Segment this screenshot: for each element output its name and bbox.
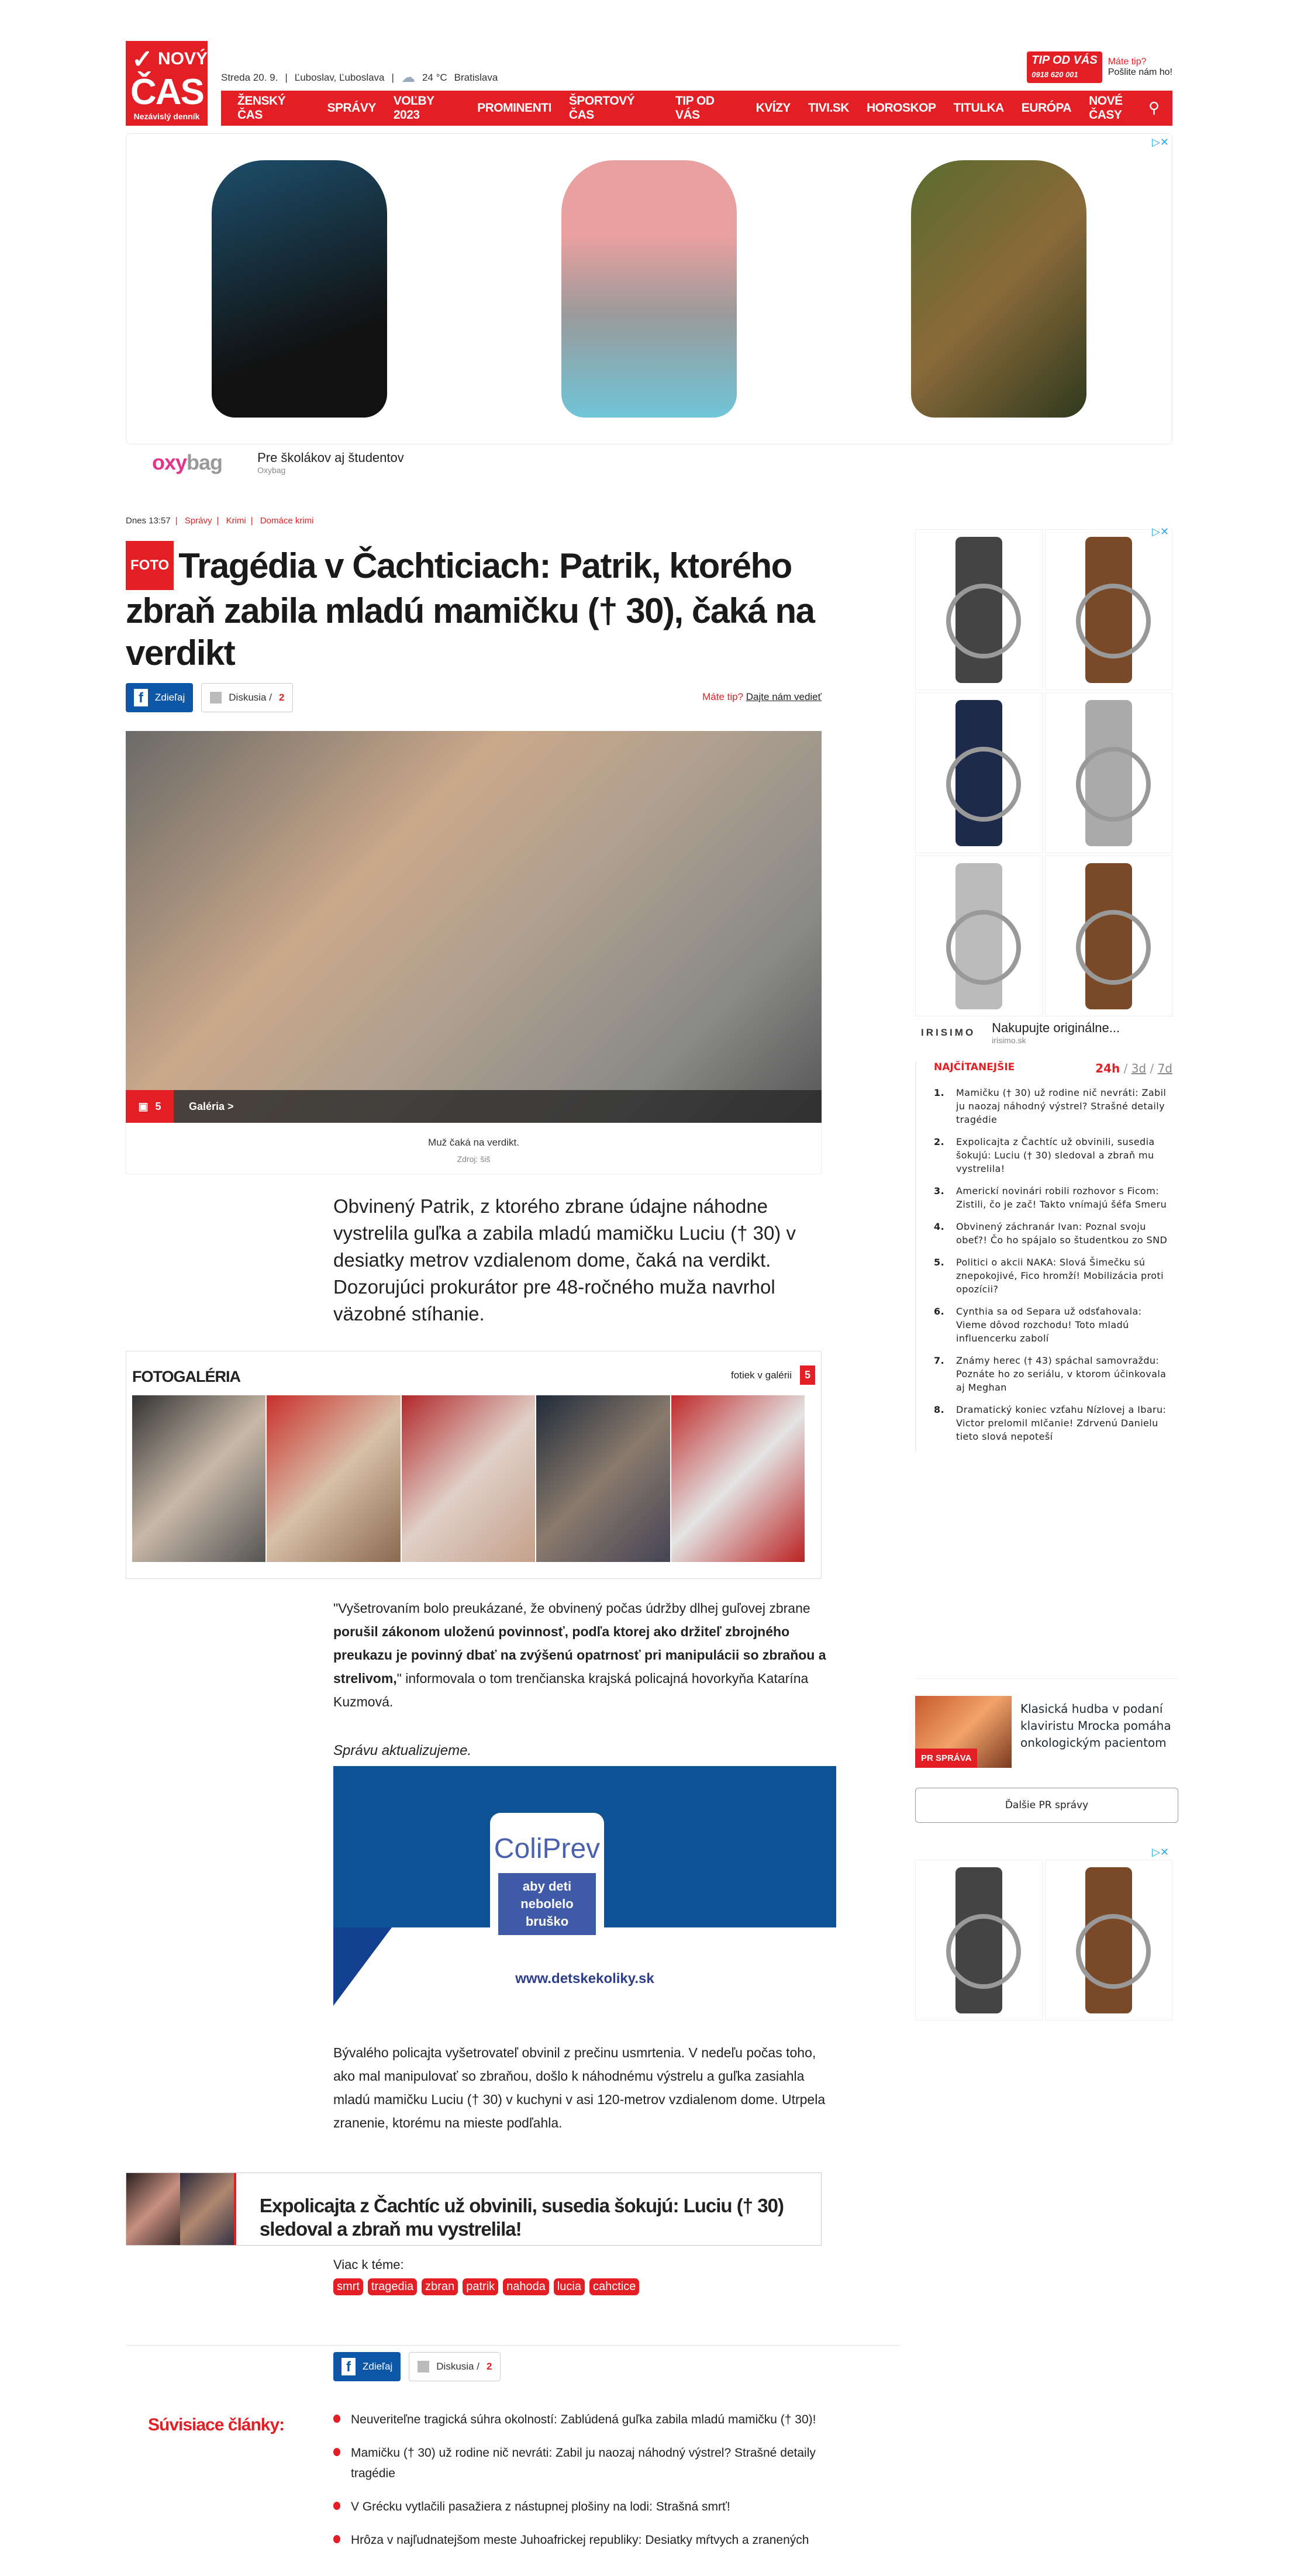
comment-icon [418,2361,429,2372]
related-thumb [180,2173,234,2245]
pr-badge: PR SPRÁVA [915,1749,977,1768]
most-read-item[interactable]: 1. Mamičku († 30) už rodine nič nevráti: Zabil ju naozaj náhodný výstrel? Strašné detaily tragédie [934,1087,1167,1125]
main-photo[interactable] [126,731,822,1123]
share-bar [333,2352,501,2381]
article-title: FOTO Tragédia v Čachticiach: Patrik, ktorého zbraň zabila mladú mamičku († 30), čaká na verdikt [126,541,822,674]
divider [915,1678,1178,1679]
tag[interactable]: tragedia [368,2278,417,2295]
most-read-item[interactable]: 5. Politici o akcii NAKA: Slová Šimečku sú znepokojivé, Fico hromží! Mobilizácia proti opozícii? [934,1257,1164,1295]
nav-item[interactable]: ŽENSKÝ ČAS [237,94,286,122]
ad-label[interactable] [152,450,404,475]
pr-title[interactable]: Klasická hudba v podaní klaviristu Mrocka pomáha onkologickým pacientom [1020,1702,1171,1750]
nav-item[interactable]: NOVÉ ČASY [1089,94,1123,122]
logo-text: ČAS [130,72,203,112]
weather-icon: ☁ [401,70,415,85]
tip-link[interactable]: Dajte nám vedieť [746,691,822,702]
tip-text: Pošlite nám ho! [1108,67,1172,77]
related-article-card[interactable] [126,2172,822,2246]
gallery-icon: ▣ [138,1100,149,1112]
divider [126,2345,901,2346]
article-quote: "Vyšetrovaním bolo preukázané, že obvinený počas údržby dlhej guľovej zbrane porušil zákonom uloženú povinnosť, podľa ktorej ako držiteľ zbrojného preukazu je povinný dbať na zvýšenú opatrnosť pri manipulácii so zbraňou a strelivom," informovala o tom trenčianska krajská policajná hovorkyňa Katarína Kuzmová. [333,1601,826,1709]
date: Streda 20. 9. [221,71,278,83]
photo-gallery[interactable] [126,1351,822,1579]
tab-24h[interactable]: 24h [1095,1061,1120,1075]
gallery-count: fotiek v galérii 5 [731,1365,815,1385]
watch-ad[interactable] [915,1860,1172,2020]
ad-title: Nakupujte originálne... [992,1020,1120,1035]
ad-advertiser: Oxybag [257,465,286,475]
irisimo-logo: IRISIMO [921,1027,976,1038]
city: Bratislava [454,71,498,83]
ad-brand: ColiPrev [494,1833,601,1864]
watch-ad[interactable] [915,529,1172,1016]
tip-line: Máte tip? Dajte nám vedieť [702,691,822,702]
related-title[interactable]: Expolicajta z Čachtíc už obvinili, susedia šokujú: Luciu († 30) sledoval a zbraň mu vystrelila! [259,2195,784,2240]
watch-ad-label[interactable] [921,1020,1120,1045]
site-logo[interactable] [126,41,208,126]
nav-item[interactable]: TITULKA [953,101,1004,115]
article-paragraph: Bývalého policajta vyšetrovateľ obvinil z prečinu usmrtenia. V nedeľu počas toho, ako mal manipulovať so zbraňou, došlo k náhodnému výstrelu a guľka zasiahla mladú mamičku Luciu († 30) v kuchyni v asi 120-metrov vzdialenom dome. Utrpela zranenie, ktorému na mieste podľahla. [333,2045,826,2130]
most-read-title: NAJČÍTANEJŠIE [934,1061,1015,1073]
main-nav [221,91,1172,126]
discussion-button[interactable]: Diskusia / 2 [201,683,293,712]
ad-domain: irisimo.sk [992,1036,1026,1045]
tip-promo[interactable] [1027,51,1172,83]
related-list [333,2409,836,2563]
gallery-thumb[interactable] [267,1395,400,1562]
gallery-thumb[interactable] [536,1395,670,1562]
breadcrumb-link[interactable]: Domáce krimi [260,516,314,526]
gallery-overlay[interactable]: ▣ 5 Galéria > [126,1090,822,1123]
gallery-link[interactable]: Galéria > [189,1100,234,1112]
publish-time: Dnes 13:57 [126,516,171,526]
pr-image [915,1696,1012,1768]
ad-product-image[interactable] [476,134,822,444]
related-link[interactable]: Mamičku († 30) už rodine nič nevráti: Zabil ju naozaj náhodný výstrel? Strašné detaily tragédie [333,2443,836,2484]
related-link[interactable]: Neuveriteľne tragická súhra okolností: Zablúdená guľka zabila mladú mamičku († 30)! [333,2409,836,2430]
coliprev-ad[interactable] [333,1766,836,2006]
tag[interactable]: patrik [463,2278,498,2295]
logo-text: NOVÝ [158,49,208,68]
topic-tags [333,2257,639,2295]
ad-product-image[interactable] [826,134,1172,444]
gallery-thumb[interactable] [132,1395,265,1562]
facebook-share-button[interactable]: f Zdieľaj [126,683,193,712]
tip-badge: TIP OD VÁS 0918 620 001 [1027,51,1102,83]
article-lead: Obvinený Patrik, z ktorého zbrane údajne náhodne vystrelila guľka a zabila mladú mamičku Luciu († 30) v desiatky metrov vzdialenom dome, čaká na verdikt. Dozorujúci prokurátor pre 48-ročného muža navrhol väzobné stíhanie. [333,1195,796,1325]
tag[interactable]: nahoda [503,2278,549,2295]
discussion-button[interactable]: Diskusia / 2 [409,2352,501,2381]
nav-item[interactable]: TIVI.SK [808,101,849,115]
photo-caption: Muž čaká na verdikt. Zdroj: šiš [126,1123,822,1174]
breadcrumb-link[interactable]: Krimi [226,516,246,526]
nav-item[interactable]: HOROSKOP [866,101,936,115]
divider: | [391,71,394,83]
share-bar [126,683,293,712]
divider: | [285,71,288,83]
logo-tagline: Nezávislý denník [133,112,200,121]
facebook-icon: f [134,689,148,706]
gallery-thumb[interactable] [671,1395,805,1562]
oxybag-logo: oxybag [152,450,223,474]
tip-text: Máte tip? [1108,57,1147,67]
search-icon[interactable]: ⚲ [1148,99,1160,116]
tag[interactable]: zbran [422,2278,458,2295]
nav-item[interactable]: KVÍZY [756,101,791,115]
related-link[interactable]: V Grécku vytlačili pasažiera z nástupnej plošiny na lodi: Strašná smrť! [333,2496,836,2517]
most-read-widget: NAJČÍTANEJŠIE 24h / 3d / 7d 1. Mamičku († 30) už rodine nič nevráti: Zabil ju naozaj náhodný výstrel? Strašné detaily tragédie 2. Expolicajta z Čachtíc už obvinili, susedia šokujú: Luciu († 30) sledoval a zbraň mu vystrelila! 3. Americkí novinári robili rozhovor s Ficom: Zistili, čo je zač! Takto vnímajú šéfa Smeru 4. Obvinený záchranár Ivan: Poznal svoju obeť?! Čo ho spájalo so študentkou zo SND 5. Politici o akcii NAKA: Slová Šimečku sú znepokojivé, Fico hromží! Mobilizácia proti opozícii? 6. Cynthia sa od Separa už odsťahovala: Vieme dôvod rozchodu! Toto mladú influencerku zabolí 7. Známy herec († 43) spáchal samovraždu: Poznáte ho zo seriálu, v ktorom účinkovala aj Meghan 8. Dramatický koniec vzťahu Nízlovej a Ibaru: Victor prelomil mlčanie! Zdrvenú Danielu tieto slová nepoteší [915,1061,1172,1452]
more-pr-button[interactable]: Ďalšie PR správy [915,1788,1178,1823]
tag[interactable]: lucia [554,2278,585,2295]
breadcrumb: Dnes 13:57 | Správy | Krimi | Domáce krimi [126,516,314,526]
nav-item[interactable]: EURÓPA [1021,101,1072,115]
ad-title: Pre školákov aj študentov [257,450,404,465]
checkmark-icon: ✓ [132,45,153,74]
ad-product-image[interactable] [126,134,472,444]
gallery-thumb[interactable] [402,1395,535,1562]
foto-badge: FOTO [126,541,174,590]
ad-slogan: aby deti nebolelo bruško [498,1873,596,1935]
tab-3d[interactable]: 3d [1131,1061,1147,1075]
facebook-icon: f [341,2358,356,2375]
related-heading: Súvisiace články: [148,2415,285,2434]
tag[interactable]: smrt [333,2278,363,2295]
pr-article[interactable] [915,1696,1172,1768]
update-note: Správu aktualizujeme. [333,1743,472,1758]
nav-item[interactable]: VOĽBY 2023 [393,94,434,122]
ad-url: www.detskekoliky.sk [515,1971,654,1987]
breadcrumb-link[interactable]: Správy [184,516,212,526]
adchoices-icon[interactable]: ▷✕ [1152,526,1169,537]
nav-item[interactable]: TIP OD VÁS [675,94,715,122]
tags-label: Viac k téme: [333,2257,404,2272]
nav-item[interactable]: SPRÁVY [327,101,376,115]
comment-icon [210,692,222,704]
gallery-title: FOTOGALÉRIA [132,1368,241,1385]
top-info [221,69,498,86]
nav-item[interactable]: PROMINENTI [477,101,551,115]
most-read-item[interactable]: 3. Americkí novinári robili rozhovor s Ficom: Zistili, čo je zač! Takto vnímajú šéfa Smeru [934,1185,1167,1210]
adchoices-icon[interactable]: ▷✕ [1152,136,1169,148]
most-read-item[interactable]: 4. Obvinený záchranár Ivan: Poznal svoju obeť?! Čo ho spájalo so študentkou zo SND [934,1221,1168,1246]
top-ad-banner[interactable] [126,133,1172,444]
most-read-item[interactable]: 2. Expolicajta z Čachtíc už obvinili, susedia šokujú: Luciu († 30) sledoval a zbraň mu vystrelila! [934,1136,1155,1174]
most-read-item[interactable]: 8. Dramatický koniec vzťahu Nízlovej a Ibaru: Victor prelomil mlčanie! Zdrvenú Danielu tieto slová nepoteší [934,1404,1167,1442]
temperature: 24 °C [422,71,447,83]
nameday: Ľuboslav, Ľuboslava [294,71,385,83]
related-thumb [126,2173,180,2245]
facebook-share-button[interactable]: f Zdieľaj [333,2352,401,2381]
tag[interactable]: cahctice [589,2278,639,2295]
most-read-item[interactable]: 6. Cynthia sa od Separa už odsťahovala: Vieme dôvod rozchodu! Toto mladú influencerku zabolí [934,1306,1142,1344]
most-read-item[interactable]: 7. Známy herec († 43) spáchal samovraždu: Poznáte ho zo seriálu, v ktorom účinkovala aj Meghan [934,1355,1167,1393]
tab-7d[interactable]: 7d [1157,1061,1172,1075]
related-link[interactable]: Hrôza v najľudnatejšom meste Juhoafrickej republiky: Desiatky mŕtvych a zranených [333,2530,836,2550]
nav-item[interactable]: ŠPORTOVÝ ČAS [568,94,635,122]
adchoices-icon[interactable]: ▷✕ [1152,1846,1169,1858]
